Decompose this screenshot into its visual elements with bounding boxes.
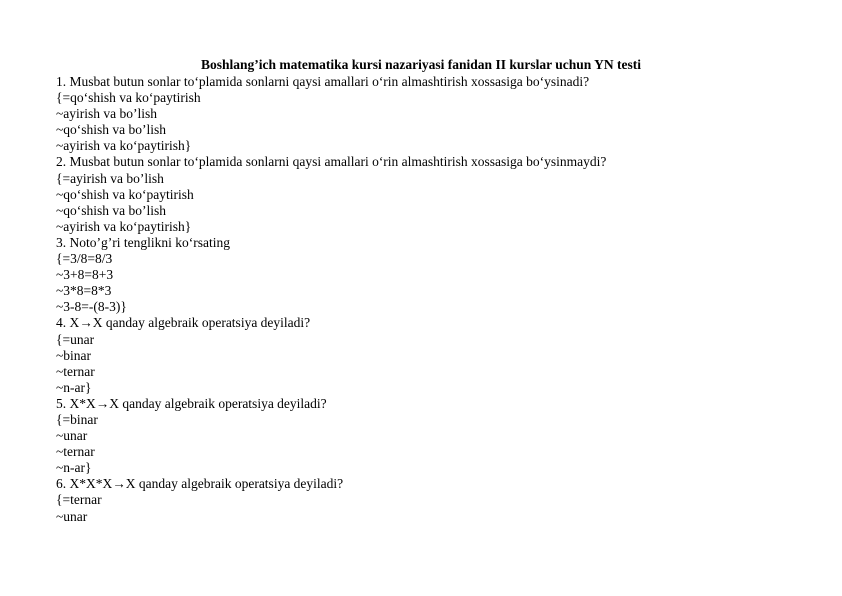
- question-4-answer-1: {=unar: [56, 331, 95, 347]
- question-4-prompt: 4. X→X qanday algebraik operatsiya deyiladi?: [56, 315, 311, 331]
- question-4-answer-4: ~n-ar}: [56, 379, 92, 395]
- question-2-prompt: 2. Musbat butun sonlar toʻplamida sonlarni qaysi amallari oʻrin almashtirish xossasiga boʻysinmaydi?: [56, 154, 607, 170]
- question-6-answer-2: ~unar: [56, 508, 88, 524]
- question-6-prompt: 6. X*X*X→X qanday algebraik operatsiya deyiladi?: [56, 476, 344, 492]
- question-3-answer-4: ~3-8=-(8-3)}: [56, 299, 127, 315]
- question-5-answer-3: ~ternar: [56, 444, 95, 460]
- doc-title: Boshlang’ich matematika kursi nazariyasi fanidan II kurslar uchun YN testi: [201, 57, 641, 72]
- question-1-answer-2: ~ayirish va bo’lish: [56, 106, 158, 122]
- question-5-answer-2: ~unar: [56, 428, 88, 444]
- question-3-answer-3: ~3*8=8*3: [56, 283, 112, 299]
- question-5-prompt: 5. X*X→X qanday algebraik operatsiya deyiladi?: [56, 395, 327, 411]
- question-2-answer-2: ~qoʻshish va koʻpaytirish: [56, 186, 194, 202]
- question-4-answer-2: ~binar: [56, 347, 92, 363]
- question-6-answer-1: {=ternar: [56, 492, 102, 508]
- question-2-answer-1: {=ayirish va bo’lish: [56, 170, 164, 186]
- question-3-prompt: 3. Noto’g’ri tenglikni koʻrsating: [56, 234, 230, 250]
- question-1-prompt: 1. Musbat butun sonlar toʻplamida sonlarni qaysi amallari oʻrin almashtirish xossasiga boʻysinadi?: [56, 74, 590, 89]
- question-5-answer-4: ~n-ar}: [56, 460, 92, 476]
- question-1-answer-1: {=qoʻshish va koʻpaytirish: [56, 90, 201, 106]
- question-3-answer-2: ~3+8=8+3: [56, 267, 114, 283]
- question-2-answer-4: ~ayirish va koʻpaytirish}: [56, 218, 192, 234]
- question-5-answer-1: {=binar: [56, 411, 98, 427]
- question-2-answer-3: ~qoʻshish va bo’lish: [56, 202, 167, 218]
- question-3-answer-1: {=3/8=8/3: [56, 251, 113, 267]
- question-1-answer-3: ~qoʻshish va bo’lish: [56, 122, 167, 138]
- question-4-answer-3: ~ternar: [56, 363, 95, 379]
- question-1-answer-4: ~ayirish va koʻpaytirish}: [56, 138, 192, 154]
